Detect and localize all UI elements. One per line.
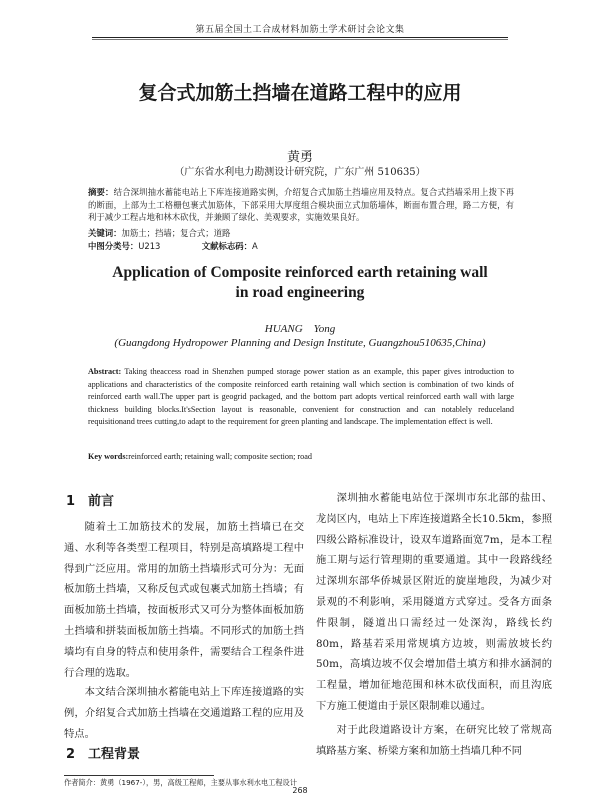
section-1-heading [66,490,114,509]
author-en: HUANG Yong [264,323,336,335]
author-footnote: 作者简介：黄勇（1967-），男，高级工程师，主要从事水利水电工程设计 [64,778,297,787]
abstract-cn-text: 结合深圳抽水蓄能电站上下库连接道路实例，介绍复合式加筋土挡墙应用及特点。复合式挡墙采用上拨下再的断面，上部为土工格栅包裹式加筋体，下部采用大厚度组合模块面立式加筋墙体，断面布置合理，路二方便，有利于减少工程占地和林木砍伐，并兼顾了绿化、美观要求，实施效果良好。 [88,187,515,223]
section-1-title: 前言 [88,494,115,509]
abstract-cn [88,186,514,224]
affiliation-cn: （广东省水利电力勘测设计研究院，广东广州 510635） [174,167,426,178]
doc-code-value: A [251,241,258,251]
keywords-en [88,452,514,461]
classification-line [88,240,514,252]
page-title-en [0,263,600,303]
keywords-en-label: Key words: [88,452,129,461]
abstract-en-label: Abstract: [88,367,122,376]
keywords-cn-label: 关键词： [88,228,122,238]
section-2-title: 工程背景 [88,747,141,762]
running-header: 第五届全国土工合成材料加筋土学术研讨会论文集 [195,25,405,35]
clc-value: U213 [138,241,161,251]
title-en-line2: in road engineering [235,284,365,301]
abstract-cn-label: 摘要： [88,187,114,197]
header-rule-thin [92,39,508,40]
header-rule [92,37,508,38]
doc-code-label: 文献标志码： [201,241,252,251]
page-number: 268 [292,786,308,795]
section-2-number: 2 [66,747,76,762]
clc-label: 中图分类号： [88,241,139,251]
footnote-rule [64,775,214,776]
section-2-heading [66,743,140,762]
abstract-en [88,366,514,429]
section-1-number: 1 [66,494,76,509]
page-title-cn: 复合式加筋土挡墙在道路工程中的应用 [138,82,462,104]
section-1-paragraph-1: 随着土工加筋技术的发展，加筋土挡墙已在交通、水利等各类型工程项目，特别是高填路堤工程中得到广泛应用。常用的加筋土挡墙形式可分为：无面板加筋土挡墙，又称反包式或包裹式加筋土挡墙；有面板加筋土挡墙，按面板形式又可分为整体面板加筋土挡墙和拼装面板加筋土挡墙。不同形式的加筋土挡墙均有自身的特点和使用条件，需要结合工程条件进行合理的选取。 [64,521,304,679]
keywords-cn-text: 加筋土；挡墙；复合式；道路 [121,228,231,238]
keywords-cn [88,227,514,239]
right-column-paragraph-1: 深圳抽水蓄能电站位于深圳市东北部的盐田、龙岗区内，电站上下库连接道路全长10.5km，参照四级公路标准设计，设双车道路面宽7m，是本工程施工期与运行管理期的重要通道。其中一段路线经过深圳东部华侨城景区附近的旋崖地段，为减少对景观的不利影响，采用隧道方式穿过。受各方面条件限制，隧道出口需经过一处深沟，路线长约80m，路基若采用常规填方边坡，则需放坡长约50m，高填边坡不仅会增加借土填方和排水涵洞的工程量，增加征地范围和林木砍伐面积，而且沟底下方施工便道由于景区限制难以通过。 [316,492,552,712]
keywords-en-text: reinforced earth; retaining wall; composite section; road [128,452,312,461]
right-column-paragraph-2: 对于此段道路设计方案，在研究比较了常规高填路基方案、桥梁方案和加筋土挡墙几种不同 [316,724,552,757]
author-cn: 黄勇 [286,150,313,165]
abstract-en-text: Taking theaccess road in Shenzhen pumped storage power station as an example, this paper gives introduction to applications and characteristics of the composite reinforced earth retaining wall which section is combination of two kinds of reinforced earth wall.The upper part is geogrid packaged, and the bottom part adopts vertical reinforced earth wall with large thickness building blocks.It'sSection layout is reasonable, convenient for construction and can notablely reduceland requisitionand trees cutting,to adapt to the requirement for green planting and landscape. The implementation effect is well. [88,367,514,427]
title-en-line1: Application of Composite reinforced earth retaining wall [112,264,488,281]
affiliation-en: (Guangdong Hydropower Planning and Design Institute, Guangzhou510635,China) [114,337,486,349]
section-1-paragraph-2: 本文结合深圳抽水蓄能电站上下库连接道路的实例，介绍复合式加筋土挡墙在交通道路工程的应用及特点。 [64,686,304,740]
